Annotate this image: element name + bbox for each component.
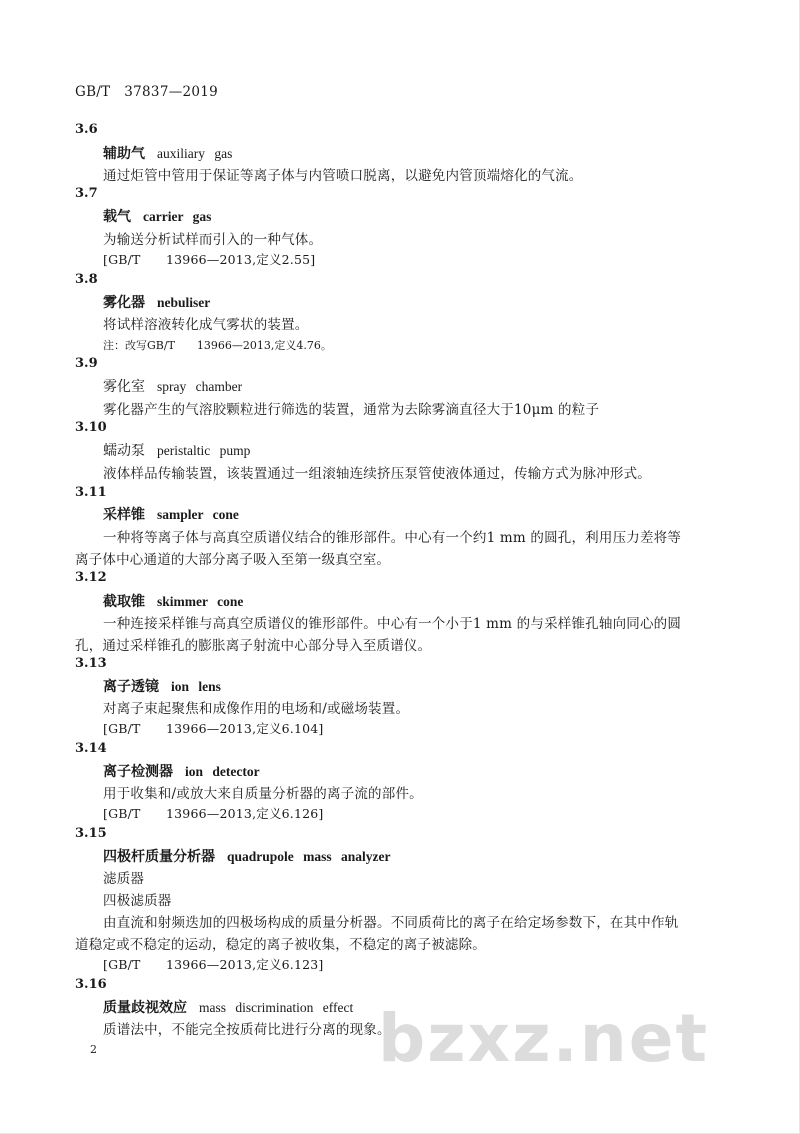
term-english: peristaltic pump [157, 443, 251, 458]
section-number: 3.7 [75, 186, 98, 201]
term-english: nebuliser [157, 295, 211, 310]
term-chinese: 离子透镜 [103, 679, 159, 695]
reference-citation: [GB/T 13966—2013,定义2.55] [103, 252, 316, 267]
section-number: 3.10 [75, 420, 107, 435]
term-chinese: 雾化室 [103, 379, 145, 395]
definition-text: 质谱法中，不能完全按质荷比进行分离的现象。 [103, 1022, 391, 1038]
definition-text: 由直流和射频迭加的四极场构成的质量分析器。不同质荷比的离子在给定场参数下，在其中作轨 [103, 915, 679, 931]
term-english: spray chamber [157, 379, 243, 394]
term-heading [103, 376, 242, 396]
definition-text: 用于收集和/或放大来自质量分析器的离子流的部件。 [103, 786, 423, 802]
definition-text: 雾化器产生的气溶胶颗粒进行筛选的装置，通常为去除雾滴直径大于10μm 的粒子 [103, 402, 600, 418]
standard-number: GB/T 37837—2019 [75, 84, 219, 100]
term-english: skimmer cone [157, 594, 244, 609]
synonym-term: 滤质器 [103, 871, 145, 887]
term-chinese: 载气 [103, 209, 131, 225]
page-number: 2 [90, 1043, 97, 1056]
term-english: carrier gas [143, 209, 212, 224]
term-english: ion detector [185, 764, 260, 779]
term-chinese: 四极杆质量分析器 [103, 849, 215, 865]
term-heading [103, 676, 221, 696]
term-heading [103, 206, 211, 226]
watermark: bzxz.net [378, 1000, 710, 1077]
term-chinese: 雾化器 [103, 295, 145, 311]
definition-text-continued: 孔，通过采样锥孔的膨胀离子射流中心部分导入至质谱仪。 [75, 638, 432, 654]
term-heading [103, 440, 250, 460]
definition-text-continued: 离子体中心通道的大部分离子吸入至第一级真空室。 [75, 552, 391, 568]
definition-text: 通过炬管中管用于保证等离子体与内管喷口脱离，以避免内管顶端熔化的气流。 [103, 168, 583, 184]
term-english: sampler cone [157, 507, 239, 522]
term-heading [103, 504, 239, 524]
term-heading [103, 143, 232, 163]
term-english: quadrupole mass analyzer [227, 849, 391, 864]
definition-text: 为输送分析试样而引入的一种气体。 [103, 232, 323, 248]
term-english: auxiliary gas [157, 146, 233, 161]
section-number: 3.11 [75, 485, 107, 500]
section-number: 3.16 [75, 977, 107, 992]
term-chinese: 辅助气 [103, 146, 145, 162]
term-english: mass discrimination effect [199, 1000, 354, 1015]
term-chinese: 质量歧视效应 [103, 1000, 187, 1016]
definition-text: 将试样溶液转化成气雾状的装置。 [103, 317, 309, 333]
definition-text: 一种将等离子体与高真空质谱仪结合的锥形部件。中心有一个约1 mm 的圆孔，利用压力差将等 [103, 530, 682, 546]
section-number: 3.12 [75, 570, 107, 585]
term-english: ion lens [171, 679, 221, 694]
section-number: 3.13 [75, 656, 107, 671]
term-chinese: 蠕动泵 [103, 443, 145, 459]
term-heading [103, 292, 210, 312]
term-chinese: 截取锥 [103, 594, 145, 610]
reference-citation: [GB/T 13966—2013,定义6.104] [103, 721, 324, 736]
definition-text-continued: 道稳定或不稳定的运动，稳定的离子被收集，不稳定的离子被滤除。 [75, 937, 486, 953]
note-text: 注：改写GB/T 13966—2013,定义4.76。 [103, 339, 332, 352]
section-number: 3.9 [75, 356, 98, 371]
term-heading [103, 761, 260, 781]
synonym-term: 四极滤质器 [103, 893, 172, 909]
reference-citation: [GB/T 13966—2013,定义6.123] [103, 957, 324, 972]
reference-citation: [GB/T 13966—2013,定义6.126] [103, 806, 324, 821]
term-chinese: 离子检测器 [103, 764, 173, 780]
section-number: 3.15 [75, 826, 107, 841]
term-heading [103, 846, 391, 866]
section-number: 3.6 [75, 122, 98, 137]
definition-text: 液体样品传输装置，该装置通过一组滚轴连续挤压泵管使液体通过，传输方式为脉冲形式。 [103, 466, 651, 482]
definition-text: 对离子束起聚焦和成像作用的电场和/或磁场装置。 [103, 701, 410, 717]
definition-text: 一种连接采样锥与高真空质谱仪的锥形部件。中心有一个小于1 mm 的与采样锥孔轴向同心的圆 [103, 616, 682, 632]
term-chinese: 采样锥 [103, 507, 145, 523]
term-heading [103, 997, 353, 1017]
section-number: 3.14 [75, 741, 107, 756]
term-heading [103, 591, 243, 611]
section-number: 3.8 [75, 272, 98, 287]
